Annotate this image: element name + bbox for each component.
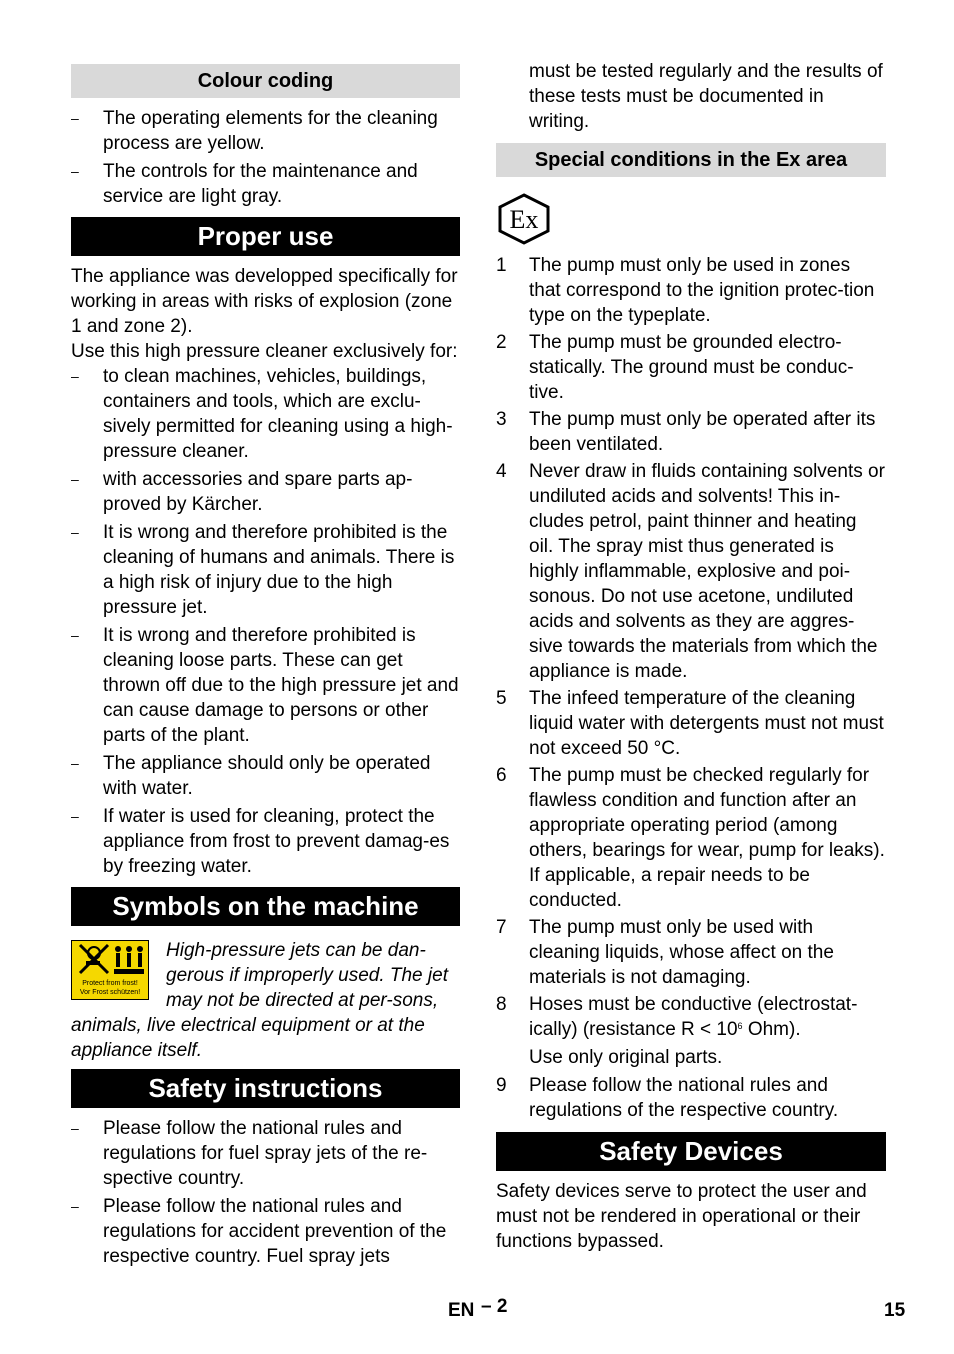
list-item: – Please follow the national rules and regulations for fuel spray jets of the re-spective country.: [71, 1116, 460, 1191]
exponent: 6: [737, 1021, 743, 1031]
ex-symbol-text: Ex: [509, 205, 539, 234]
list-item: 3 The pump must only be operated after its been ventilated.: [496, 409, 876, 455]
proper-use-heading: Proper use: [71, 217, 460, 256]
no-jet-at-persons-icon: [72, 943, 148, 977]
safety-instructions-heading: Safety instructions: [71, 1069, 460, 1108]
list-item: 8 Hoses must be conductive (electrostat-ically) (resistance $R < 10^6$ Ohm).: [496, 994, 858, 1040]
list-item: – Please follow the national rules and regulations for accident prevention of the respective country. Fuel spray jets: [71, 1194, 460, 1269]
colour-coding-heading: Colour coding: [71, 64, 460, 98]
list-item: – The controls for the maintenance and service are light gray.: [71, 159, 460, 209]
symbols-block: [71, 938, 460, 1063]
ex-symbol-icon: [496, 193, 886, 245]
list-item: 6 The pump must be checked regularly for flawless condition and function after an appropriate operating period (among others, bearings for wear, pump for leaks). If applicable, a repair needs to be conducted.: [496, 765, 885, 911]
warning-label-text-de: Vor Frost schützen!: [79, 989, 141, 996]
list-item: 9 Please follow the national rules and regulations of the respective country.: [496, 1075, 839, 1121]
list-item: – The appliance should only be operated with water.: [71, 751, 460, 801]
symbols-text: High-pressure jets can be dan-gerous if improperly used. The jet may not be directed at per-sons, animals, live electrical equipment or at the appliance itself.: [71, 940, 448, 1061]
footer-section-page: – 2: [481, 1296, 508, 1317]
list-item: – It is wrong and therefore prohibited is cleaning loose parts. These can get thrown off due to the high pressure jet and can cause damage to persons or other parts of the plant.: [71, 623, 460, 748]
list-item: – with accessories and spare parts ap-proved by Kärcher.: [71, 467, 460, 517]
continuation-text: must be tested regularly and the results of these tests must be documented in writing.: [529, 61, 883, 132]
list-item: 7 The pump must only be used with cleaning liquids, whose affect on the materials is not damaging.: [496, 917, 834, 988]
list-item: – If water is used for cleaning, protect the appliance from frost to prevent damag-es by freezing water.: [71, 804, 460, 879]
list-item: 1 The pump must only be used in zones that correspond to the ignition protec-tion type on the typeplate.: [496, 255, 875, 326]
list-item: 4 Never draw in fluids containing solvents or undiluted acids and solvents! This in-cludes petrol, paint thinner and heating oil. The spray mist thus generated is highly inflammable, explosive and poi-sonous. Do not use acetone, undiluted acids and solvents as they are aggres-sive towards the materials from which the appliance is made.: [496, 461, 885, 682]
list-item: – The operating elements for the cleaning process are yellow.: [71, 106, 460, 156]
proper-use-exclusive: Use this high pressure cleaner exclusively for:: [71, 341, 458, 362]
page-number: 15: [884, 1300, 906, 1321]
safety-devices-text: Safety devices serve to protect the user and must not be rendered in operational or their functions bypassed.: [496, 1181, 867, 1252]
ex-area-heading: Special conditions in the Ex area: [496, 143, 886, 177]
item8-note: Use only original parts.: [529, 1047, 723, 1068]
list-item: 5 The infeed temperature of the cleaning liquid water with detergents must not must not exceed 50 °C.: [496, 688, 884, 759]
list-item: – to clean machines, vehicles, buildings, containers and tools, which are exclu-sively permitted for cleaning using a high-pressure cleaner.: [71, 364, 460, 464]
footer-language: EN: [448, 1300, 475, 1321]
right-column: [496, 0, 886, 1254]
proper-use-intro: The appliance was developped specifically for working in areas with risks of explosion (zone 1 and zone 2).: [71, 266, 458, 337]
warning-label-text-en: Protect from frost!: [82, 980, 138, 987]
warning-label: [71, 940, 149, 1000]
list-item: – It is wrong and therefore prohibited is the cleaning of humans and animals. There is a high risk of injury due to the high pressure jet.: [71, 520, 460, 620]
left-column: [71, 0, 460, 1269]
safety-devices-heading: Safety Devices: [496, 1132, 886, 1171]
symbols-heading: Symbols on the machine: [71, 887, 460, 926]
list-item: 2 The pump must be grounded electro-statically. The ground must be conduc-tive.: [496, 332, 854, 403]
